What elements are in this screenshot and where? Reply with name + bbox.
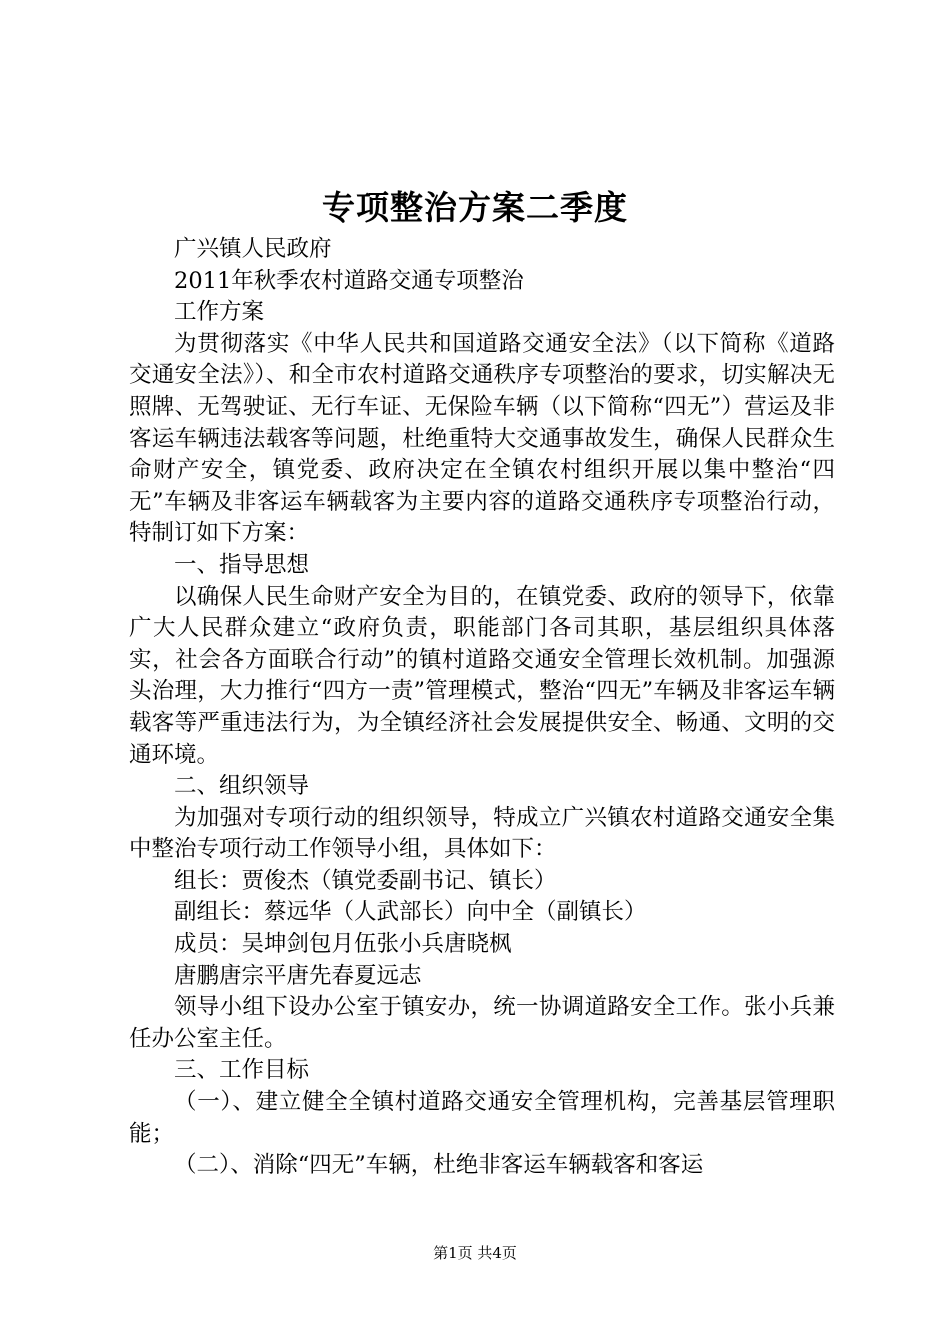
paragraph-goal-2: （二）、消除“四无”车辆，杜绝非客运车辆载客和客运 [174,1152,704,1179]
paragraph-leader: 组长：贾俊杰（镇党委副书记、镇长） [174,867,557,894]
document-body [129,234,835,1182]
paragraph-guiding-thought: 以确保人民生命财产安全为目的，在镇党委、政府的领导下，依靠广大人民群众建立“政府负责，职能部门各司其职，基层组织具体落实，社会各方面联合行动”的镇村道路交通安全管理长效机制。加强源头治理，大力推行“四方一责”管理模式，整治“四无”车辆及非客运车辆载客等严重违法行为，为全镇经济社会发展提供安全、畅通、文明的交通环境。 [129,583,835,768]
paragraph-office: 领导小组下设办公室于镇安办，统一协调道路安全工作。张小兵兼任办公室主任。 [129,994,835,1052]
document-title: 专项整治方案二季度 [322,188,628,227]
section-heading-guiding-thought: 一、指导思想 [174,551,310,578]
paragraph-members-1: 成员：吴坤剑包月伍张小兵唐晓枫 [174,931,512,958]
paragraph-organization: 为加强对专项行动的组织领导，特成立广兴镇农村道路交通安全集中整治专项行动工作领导小组，具体如下： [129,804,835,863]
paragraph-heading-line-1: 2011年秋季农村道路交通专项整治 [174,267,524,294]
section-heading-goals: 三、工作目标 [174,1057,310,1084]
paragraph-goal-1: （一）、建立健全全镇村道路交通安全管理机构，完善基层管理职能； [129,1089,835,1147]
section-heading-organization: 二、组织领导 [174,773,310,800]
page-number: 第1页 共4页 [433,1244,517,1262]
paragraph-members-2: 唐鹏唐宗平唐先春夏远志 [174,962,422,989]
paragraph-heading-line-2: 工作方案 [174,299,265,326]
paragraph-issuer: 广兴镇人民政府 [174,236,332,262]
paragraph-intro: 为贯彻落实《中华人民共和国道路交通安全法》（以下简称《道路交通安全法》）、和全市农村道路交通秩序专项整治的要求，切实解决无照牌、无驾驶证、无行车证、无保险车辆（以下简称“四无”）营运及非客运车辆违法载客等问题，杜绝重特大交通事故发生，确保人民群众生命财产安全，镇党委、政府决定在全镇农村组织开展以集中整治“四无”车辆及非客运车辆载客为主要内容的道路交通秩序专项整治行动，特制订如下方案： [129,330,835,547]
paragraph-deputy-leader: 副组长：蔡远华（人武部长）向中全（副镇长） [174,899,647,926]
